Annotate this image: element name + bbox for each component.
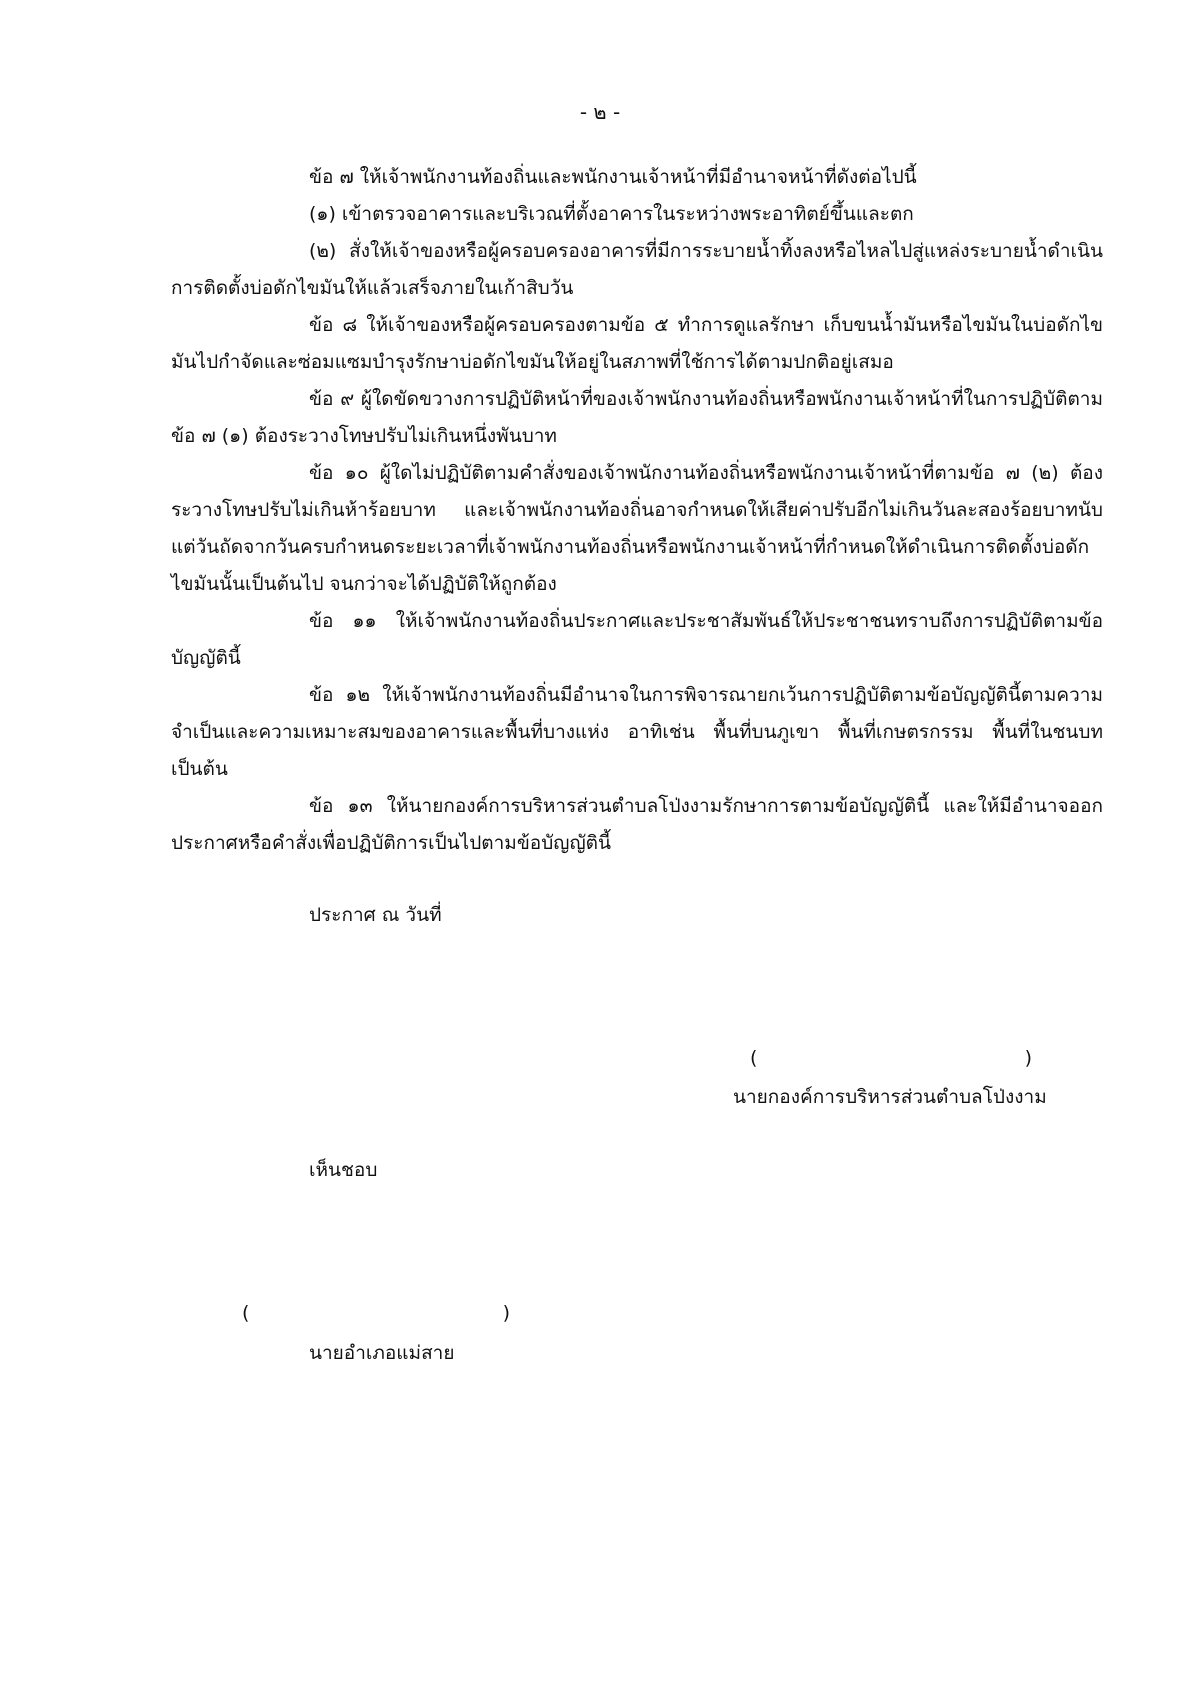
clause-9: ข้อ ๙ ผู้ใดขัดขวางการปฏิบัติหน้าที่ของเจ้าพนักงานท้องถิ่นหรือพนักงานเจ้าหน้าที่ในการปฏิบัติตาม ข้อ ๗ (๑) ต้องระวางโทษปรับไม่เกินหนึ่งพันบาท [171, 388, 1103, 447]
page-number: - ๒ - [579, 100, 621, 124]
approval-label: เห็นชอบ [309, 1159, 378, 1181]
clause-11: ข้อ ๑๑ ให้เจ้าพนักงานท้องถิ่นประกาศและประชาสัมพันธ์ให้ประชาชนทราบถึงการปฏิบัติตามข้อบัญญัตินี้ [171, 610, 1103, 669]
clause-8: ข้อ ๘ ให้เจ้าของหรือผู้ครอบครองตามข้อ ๕ ทำการดูแลรักษา เก็บขนน้ำมันหรือไขมันในบ่อดักไขมันไปกำจัดและซ่อมแซมบำรุงรักษาบ่อดักไขมันให้อยู่ในสภาพที่ใช้การได้ตามปกติอยู่เสมอ [171, 314, 1103, 373]
signature-title-chief: นายกองค์การบริหารส่วนตำบลโป่งงาม [733, 1086, 1047, 1108]
signature-name-parentheses [750, 1047, 1032, 1069]
clause-10: ข้อ ๑๐ ผู้ใดไม่ปฏิบัติตามคำสั่งของเจ้าพนักงานท้องถิ่นหรือพนักงานเจ้าหน้าที่ตามข้อ ๗ (๒) ต้องระวางโทษปรับไม่เกินห้าร้อยบาท และเจ้าพนักงานท้องถิ่นอาจกำหนดให้เสียค่าปรับอีกไม่เกินวันละสองร้อยบาทนับแต่วันถัดจากวันครบกำหนดระยะเวลาที่เจ้าพนักงานท้องถิ่นหรือพนักงานเจ้าหน้าที่กำหนดให้ดำเนินการติดตั้งบ่อดักไขมันนั้นเป็นต้นไป จนกว่าจะได้ปฏิบัติให้ถูกต้อง [171, 462, 1103, 595]
signature-title-district-chief: นายอำเภอแม่สาย [309, 1342, 455, 1364]
announcement-date-line: ประกาศ ณ วันที่ [309, 904, 442, 926]
document-body [171, 159, 1103, 862]
clause-7-item-1: (๑) เข้าตรวจอาคารและบริเวณที่ตั้งอาคารในระหว่างพระอาทิตย์ขึ้นและตก [309, 203, 914, 225]
paren-open: ( [750, 1047, 758, 1069]
paren-open: ( [242, 1302, 250, 1324]
clause-13: ข้อ ๑๓ ให้นายกองค์การบริหารส่วนตำบลโป่งงามรักษาการตามข้อบัญญัตินี้ และให้มีอำนาจออกประกาศหรือคำสั่งเพื่อปฏิบัติการเป็นไปตามข้อบัญญัตินี้ [171, 795, 1103, 854]
clause-12: ข้อ ๑๒ ให้เจ้าพนักงานท้องถิ่นมีอำนาจในการพิจารณายกเว้นการปฏิบัติตามข้อบัญญัตินี้ตามความจำเป็นและความเหมาะสมของอาคารและพื้นที่บางแห่ง อาทิเช่น พื้นที่บนภูเขา พื้นที่เกษตรกรรม พื้นที่ในชนบทเป็นต้น [171, 684, 1103, 780]
paren-close: ) [1024, 1047, 1032, 1069]
signature-name-parentheses [242, 1302, 510, 1324]
clause-7-item-2: (๒) สั่งให้เจ้าของหรือผู้ครอบครองอาคารที่มีการระบายน้ำทิ้งลงหรือไหลไปสู่แหล่งระบายน้ำดำเนินการติดตั้งบ่อดักไขมันให้แล้วเสร็จภายในเก้าสิบวัน [171, 240, 1103, 299]
clause-7: ข้อ ๗ ให้เจ้าพนักงานท้องถิ่นและพนักงานเจ้าหน้าที่มีอำนาจหน้าที่ดังต่อไปนี้ [309, 166, 917, 188]
paren-close: ) [502, 1302, 510, 1324]
signature-block-district-chief [242, 1302, 510, 1324]
signature-block-chief [750, 1047, 1032, 1069]
